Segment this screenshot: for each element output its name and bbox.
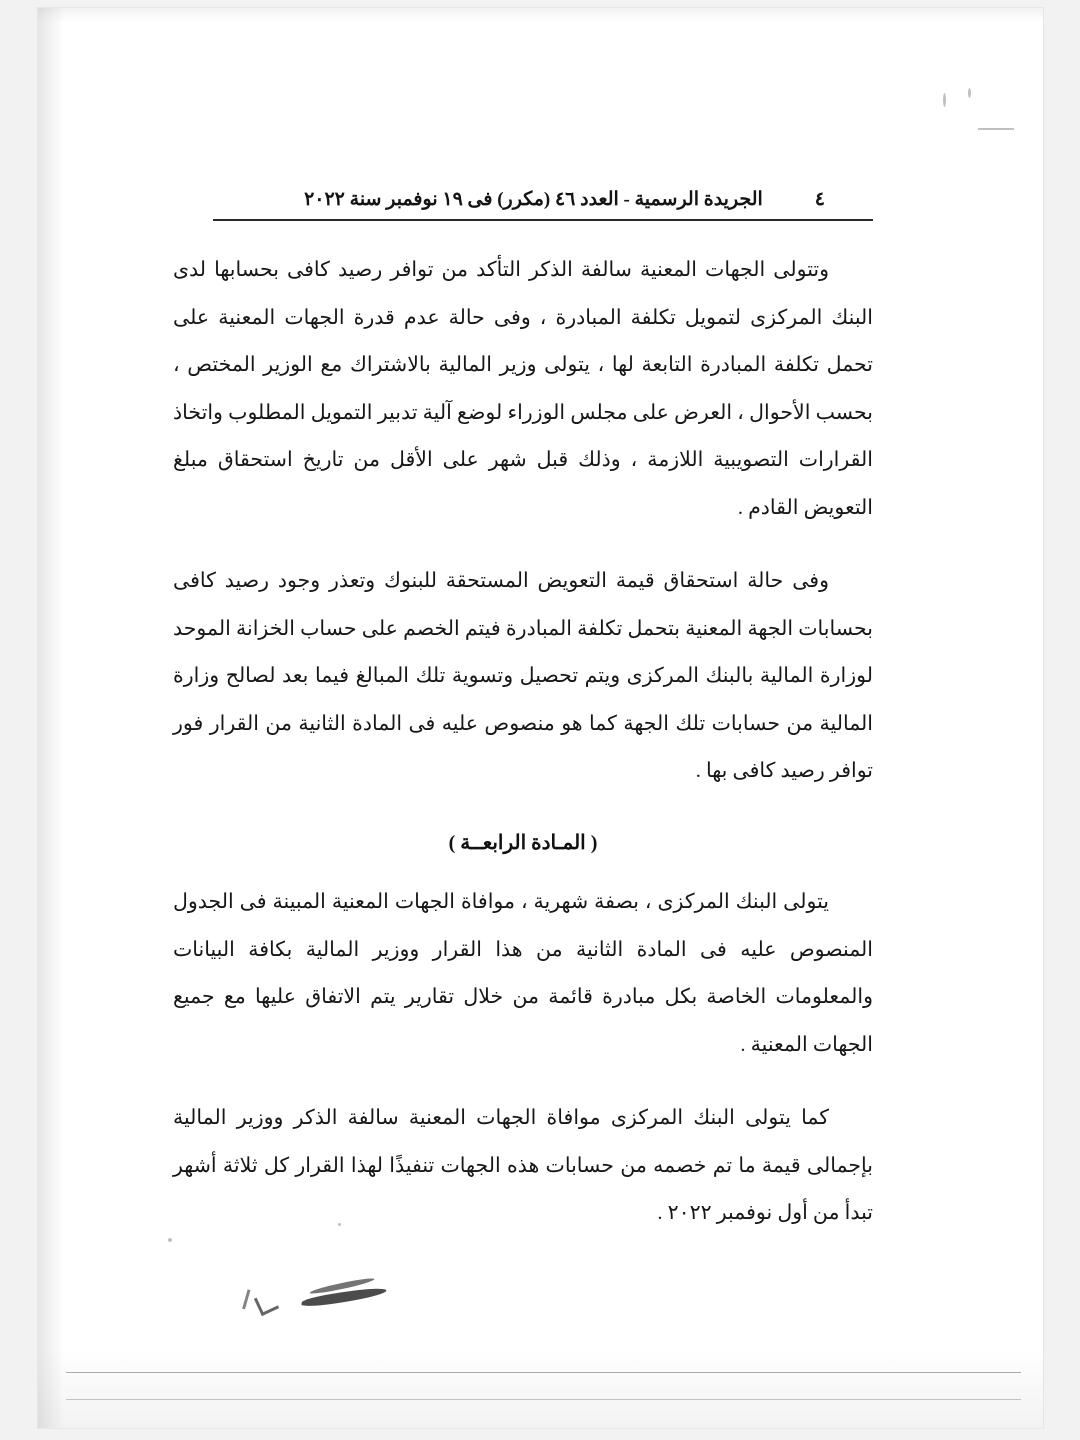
article-paragraph-2: كما يتولى البنك المركزى موافاة الجهات المعنية سالفة الذكر ووزير المالية بإجمالى قيمة ما تم خصمه من حسابات هذه الجهات تنفيذًا لهذا القرار كل ثلاثة أشهر تبدأ من أول نوفمبر ٢٠٢٢ . — [173, 1107, 873, 1225]
scan-speck — [943, 93, 946, 107]
scan-speck — [968, 88, 971, 98]
paragraph-1: وتتولى الجهات المعنية سالفة الذكر التأكد من توافر رصيد كافى بحسابها لدى البنك المركزى لتمويل تكلفة المبادرة ، وفى حالة عدم قدرة الجهات المعنية على تحمل تكلفة المبادرة التابعة لها ، يتولى وزير المالية بالاشتراك مع الوزير المختص ، بحسب الأحوال ، العرض على مجلس الوزراء لوضع آلية تدبير التمويل المطلوب واتخاذ القرارات التصويبية اللازمة ، وذلك قبل شهر على الأقل من تاريخ استحقاق مبلغ التعويض القادم . — [173, 259, 873, 519]
paragraph-2: وفى حالة استحقاق قيمة التعويض المستحقة للبنوك وتعذر وجود رصيد كافى بحسابات الجهة المعنية بتحمل تكلفة المبادرة فيتم الخصم على حساب الخزانة الموحد لوزارة المالية بالبنك المركزى ويتم تحصيل وتسوية تلك المبالغ فيما بعد لصالح وزارة المالية من حسابات تلك الجهة كما هو منصوص عليه فى المادة الثانية من القرار فور توافر رصيد كافى بها . — [173, 570, 873, 783]
scan-speck — [978, 128, 1014, 130]
page-header — [173, 188, 873, 211]
scan-speck — [168, 1238, 172, 1242]
page-number: ٤ — [814, 189, 825, 210]
signature-block — [173, 1264, 873, 1354]
scan-edge-shadow-left — [38, 8, 64, 1428]
gazette-header-title: الجريدة الرسمية - العدد ٤٦ (مكرر) فى ١٩ نوفمبر سنة ٢٠٢٢ — [304, 189, 763, 210]
document-page — [38, 8, 1043, 1428]
header-divider — [213, 219, 873, 221]
scan-edge-shadow-top — [38, 8, 1043, 22]
page-content — [173, 188, 873, 1354]
article-heading — [173, 830, 873, 855]
footer-divider-1 — [66, 1372, 1021, 1373]
signature-mark-icon — [283, 1278, 403, 1318]
article-paragraph-1: يتولى البنك المركزى ، بصفة شهرية ، موافاة الجهات المعنية المبينة فى الجدول المنصوص عليه فى المادة الثانية من هذا القرار ووزير المالية بكافة البيانات والمعلومات الخاصة بكل مبادرة قائمة من خلال تقارير يتم الاتفاق عليها مع جميع الجهات المعنية . — [173, 891, 873, 1056]
article-heading-text: ( المـادة الرابعــة ) — [448, 832, 598, 855]
footer-divider-2 — [66, 1399, 1021, 1400]
footer-rules — [66, 1346, 1021, 1400]
